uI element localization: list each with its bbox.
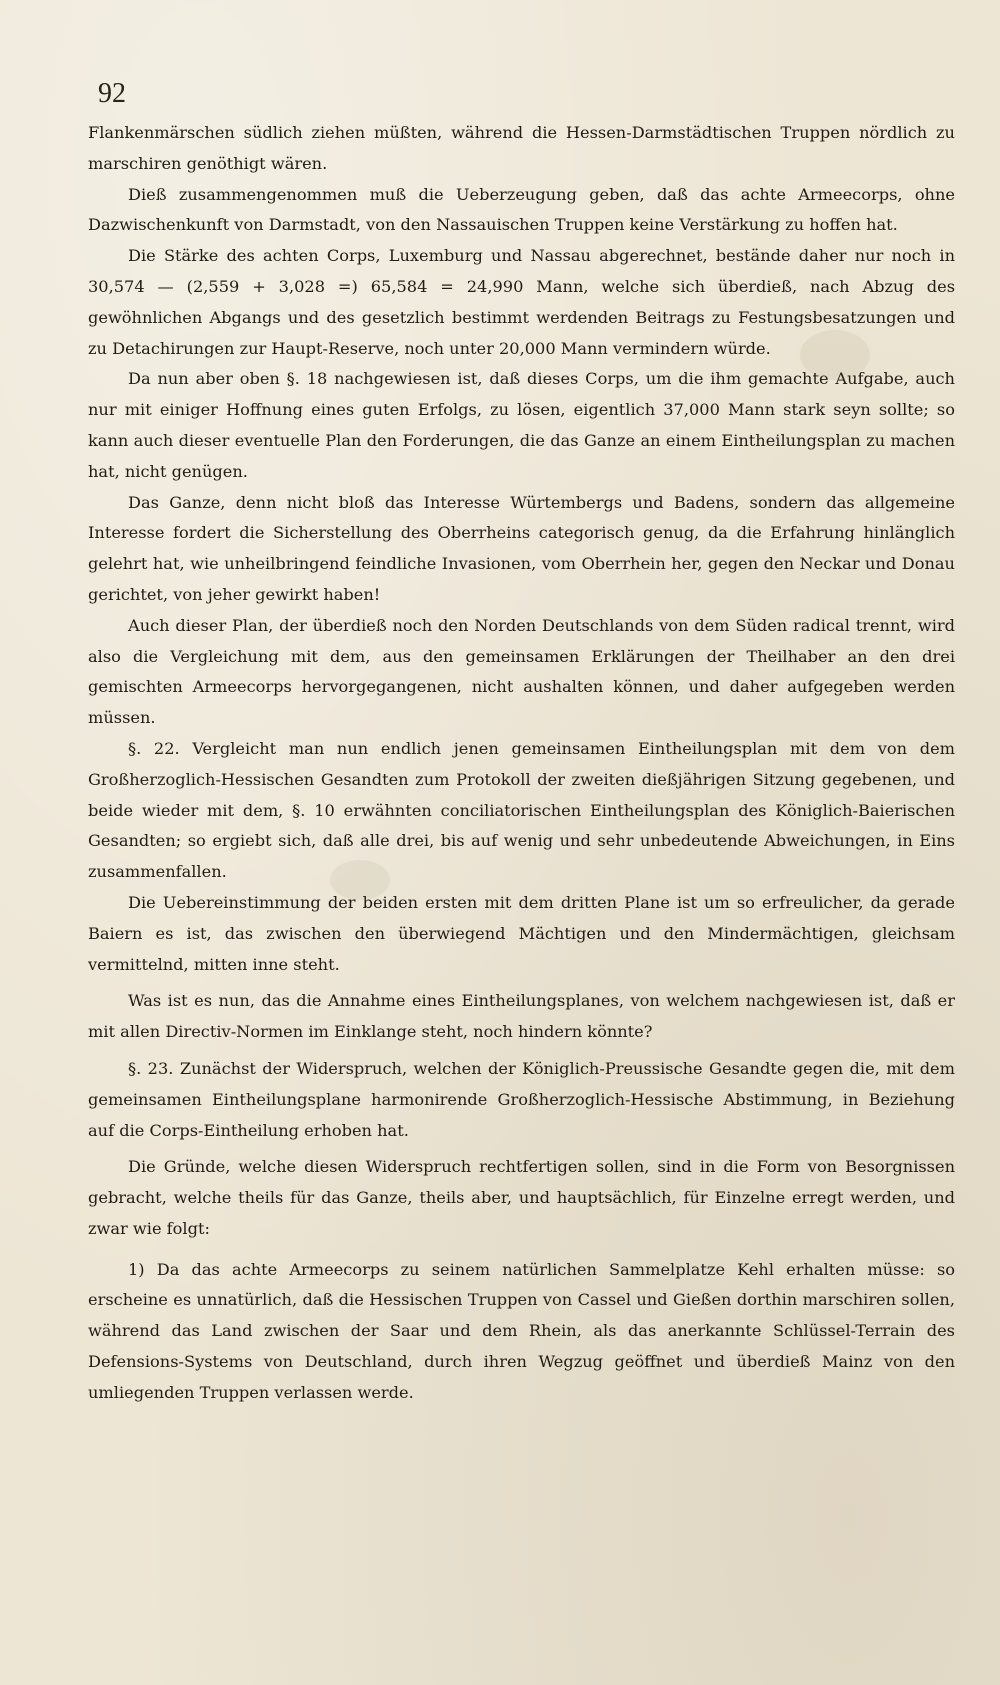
- paragraph-10: §. 23. Zunächst der Widerspruch, welchen der Königlich-Preussische Gesandte gegen die, mit dem gemeinsamen Eintheilungsplane harmonirende Großherzoglich-Hessische Abstimmung, in Beziehung auf die Corps-Eintheilung erhoben hat.: [88, 1058, 955, 1140]
- paragraph-5: Das Ganze, denn nicht bloß das Interesse Würtembergs und Badens, sondern das allgemeine Interesse fordert die Sicherstellung des Oberrheins categorisch genug, da die Erfahrung hinlänglich gelehrt hat, wie unheilbringend feindliche Invasionen, vom Oberrhein her, gegen den Neckar und Donau gerichtet, von jeher gewirkt haben!: [88, 492, 955, 604]
- paragraph-2: Dieß zusammengenommen muß die Ueberzeugung geben, daß das achte Armeecorps, ohne Dazwischenkunft von Darmstadt, von den Nassauischen Truppen keine Verstärkung zu hoffen hat.: [88, 184, 955, 235]
- paragraph-8: Die Uebereinstimmung der beiden ersten mit dem dritten Plane ist um so erfreulicher, da gerade Baiern es ist, das zwischen den überwiegend Mächtigen und den Mindermächtigen, gleichsam vermittelnd, mitten inne steht.: [88, 892, 955, 974]
- paragraph-7: §. 22. Vergleicht man nun endlich jenen gemeinsamen Eintheilungsplan mit dem von dem Großherzoglich-Hessischen Gesandten zum Protokoll der zweiten dießjährigen Sitzung gegebenen, und beide wieder mit dem, §. 10 erwähnten conciliatorischen Eintheilungsplan des Königlich-Baierischen Gesandten; so ergiebt sich, daß alle drei, bis auf wenig und sehr unbedeutende Abweichungen, in Eins zusammenfallen.: [88, 738, 955, 882]
- paragraph-11: Die Gründe, welche diesen Widerspruch rechtfertigen sollen, sind in die Form von Besorgnissen gebracht, welche theils für das Ganze, theils aber, und hauptsächlich, für Einzelne erregt werden, und zwar wie folgt:: [88, 1157, 955, 1238]
- paragraph-12: 1) Da das achte Armeecorps zu seinem natürlichen Sammelplatze Kehl erhalten müsse: so erscheine es unnatürlich, daß die Hessischen Truppen von Cassel und Gießen dorthin marschiren sollen, während das Land zwischen der Saar und dem Rhein, als das anerkannte Schlüssel-Terrain des Defensions-Systems von Deutschland, durch ihren Wegzug geöffnet und überdieß Mainz von den umliegenden Truppen verlassen werde.: [88, 1259, 955, 1402]
- paragraph-3: Die Stärke des achten Corps, Luxemburg und Nassau abgerechnet, bestände daher nur noch in 30,574 — (2,559 + 3,028 =) 65,584 = 24,990 Mann, welche sich überdieß, nach Abzug des gewöhnlichen Abgangs und des gesetzlich bestimmt werdenden Beitrags zu Festungsbesatzungen und zu Detachirungen zur Haupt-Reserve, noch unter 20,000 Mann vermindern würde.: [88, 246, 955, 358]
- paragraph-1: Flankenmärschen südlich ziehen müßten, während die Hessen-Darmstädtischen Truppen nördlich zu marschiren genöthigt wären.: [88, 123, 955, 173]
- paragraph-9: Was ist es nun, das die Annahme eines Eintheilungsplanes, von welchem nachgewiesen ist, daß er mit allen Directiv-Normen im Einklange steht, noch hindern könnte?: [88, 991, 955, 1042]
- paragraph-6: Auch dieser Plan, der überdieß noch den Norden Deutschlands von dem Süden radical trennt, wird also die Vergleichung mit dem, aus den gemeinsamen Erklärungen der Theilhaber an den drei gemischten Armeecorps hervorgegangenen, nicht aushalten können, und daher aufgegeben werden müssen.: [88, 615, 955, 728]
- paragraph-4: Da nun aber oben §. 18 nachgewiesen ist, daß dieses Corps, um die ihm gemachte Aufgabe, auch nur mit einiger Hoffnung eines guten Erfolgs, zu lösen, eigentlich 37,000 Mann stark seyn sollte; so kann auch dieser eventuelle Plan den Forderungen, die das Ganze an einem Eintheilungsplan zu machen hat, nicht genügen.: [88, 369, 955, 481]
- page-number: 92: [98, 78, 126, 109]
